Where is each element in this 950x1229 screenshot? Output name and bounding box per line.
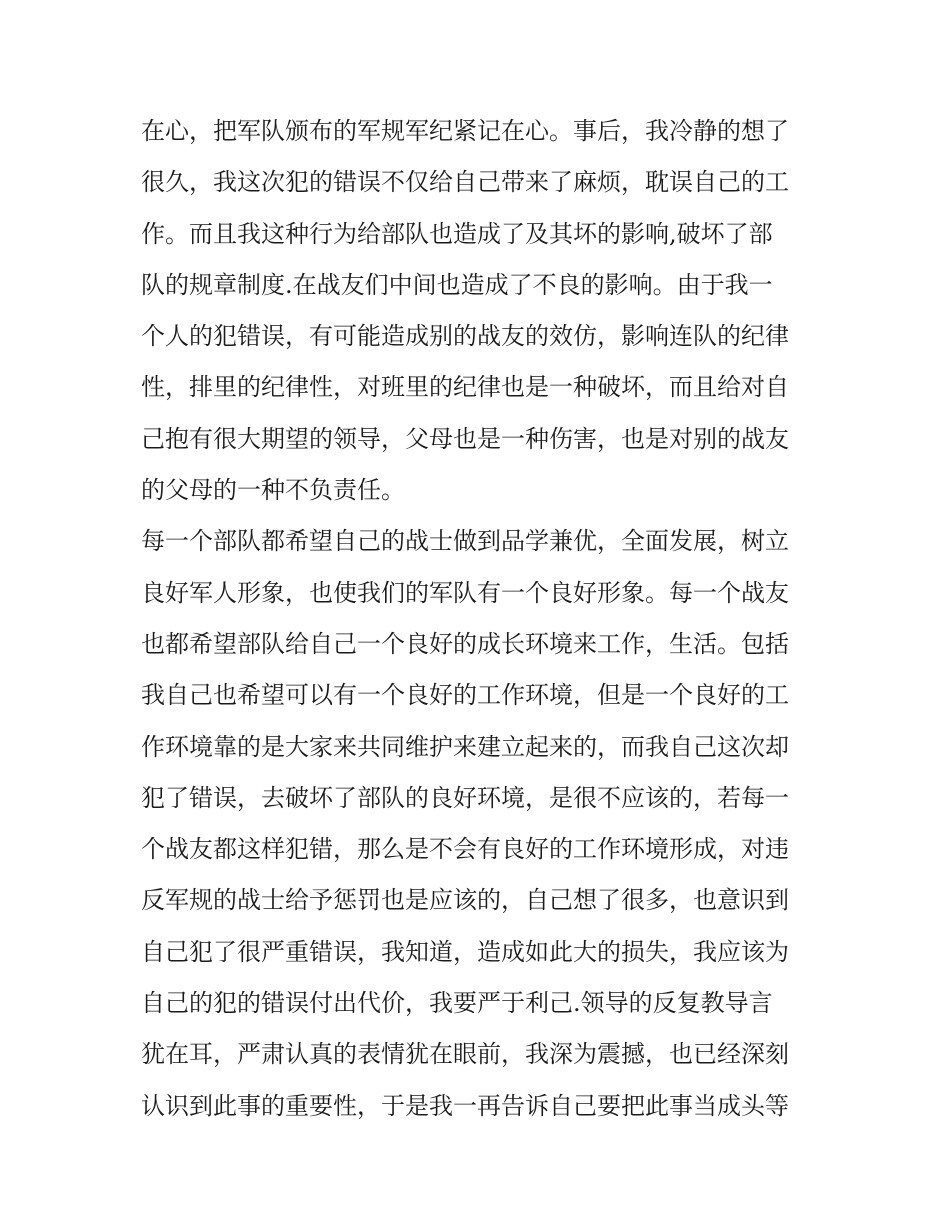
text-line: 己抱有很大期望的领导，父母也是一种伤害，也是对别的战友	[141, 424, 789, 453]
text-line: 个人的犯错误，有可能造成别的战友的效仿，影响连队的纪律	[141, 322, 789, 351]
text-line: 自己的犯的错误付出代价，我要严于利己.领导的反复教导言	[141, 989, 773, 1018]
text-line: 的父母的一种不负责任。	[141, 476, 405, 505]
text-line: 认识到此事的重要性，于是我一再告诉自己要把此事当成头等	[141, 1091, 789, 1120]
document-body-text	[141, 106, 821, 1132]
text-line: 反军规的战士给予惩罚也是应该的，自己想了很多，也意识到	[141, 886, 789, 915]
text-line: 良好军人形象，也使我们的军队有一个良好形象。每一个战友	[141, 578, 789, 607]
text-line: 很久，我这次犯的错误不仅给自己带来了麻烦，耽误自己的工	[141, 168, 789, 197]
text-line: 自己犯了很严重错误，我知道，造成如此大的损失，我应该为	[141, 937, 789, 966]
text-line: 也都希望部队给自己一个良好的成长环境来工作，生活。包括	[141, 629, 789, 658]
text-line: 我自己也希望可以有一个良好的工作环境，但是一个良好的工	[141, 681, 789, 710]
text-line: 队的规章制度.在战友们中间也造成了不良的影响。由于我一	[141, 270, 773, 299]
text-line: 犯了错误，去破坏了部队的良好环境，是很不应该的，若每一	[141, 783, 789, 812]
text-line: 个战友都这样犯错，那么是不会有良好的工作环境形成，对违	[141, 835, 789, 864]
text-line: 在心，把军队颁布的军规军纪紧记在心。事后，我冷静的想了	[141, 117, 789, 145]
text-line: 性，排里的纪律性，对班里的纪律也是一种破坏，而且给对自	[141, 373, 789, 402]
text-line: 犹在耳，严肃认真的表情犹在眼前，我深为震撼，也已经深刻	[141, 1040, 789, 1069]
text-line: 作。而且我这种行为给部队也造成了及其坏的影响,破坏了部	[141, 219, 773, 248]
text-line: 作环境靠的是大家来共同维护来建立起来的，而我自己这次却	[141, 732, 789, 761]
text-line: 每一个部队都希望自己的战士做到品学兼优，全面发展，树立	[141, 527, 789, 556]
